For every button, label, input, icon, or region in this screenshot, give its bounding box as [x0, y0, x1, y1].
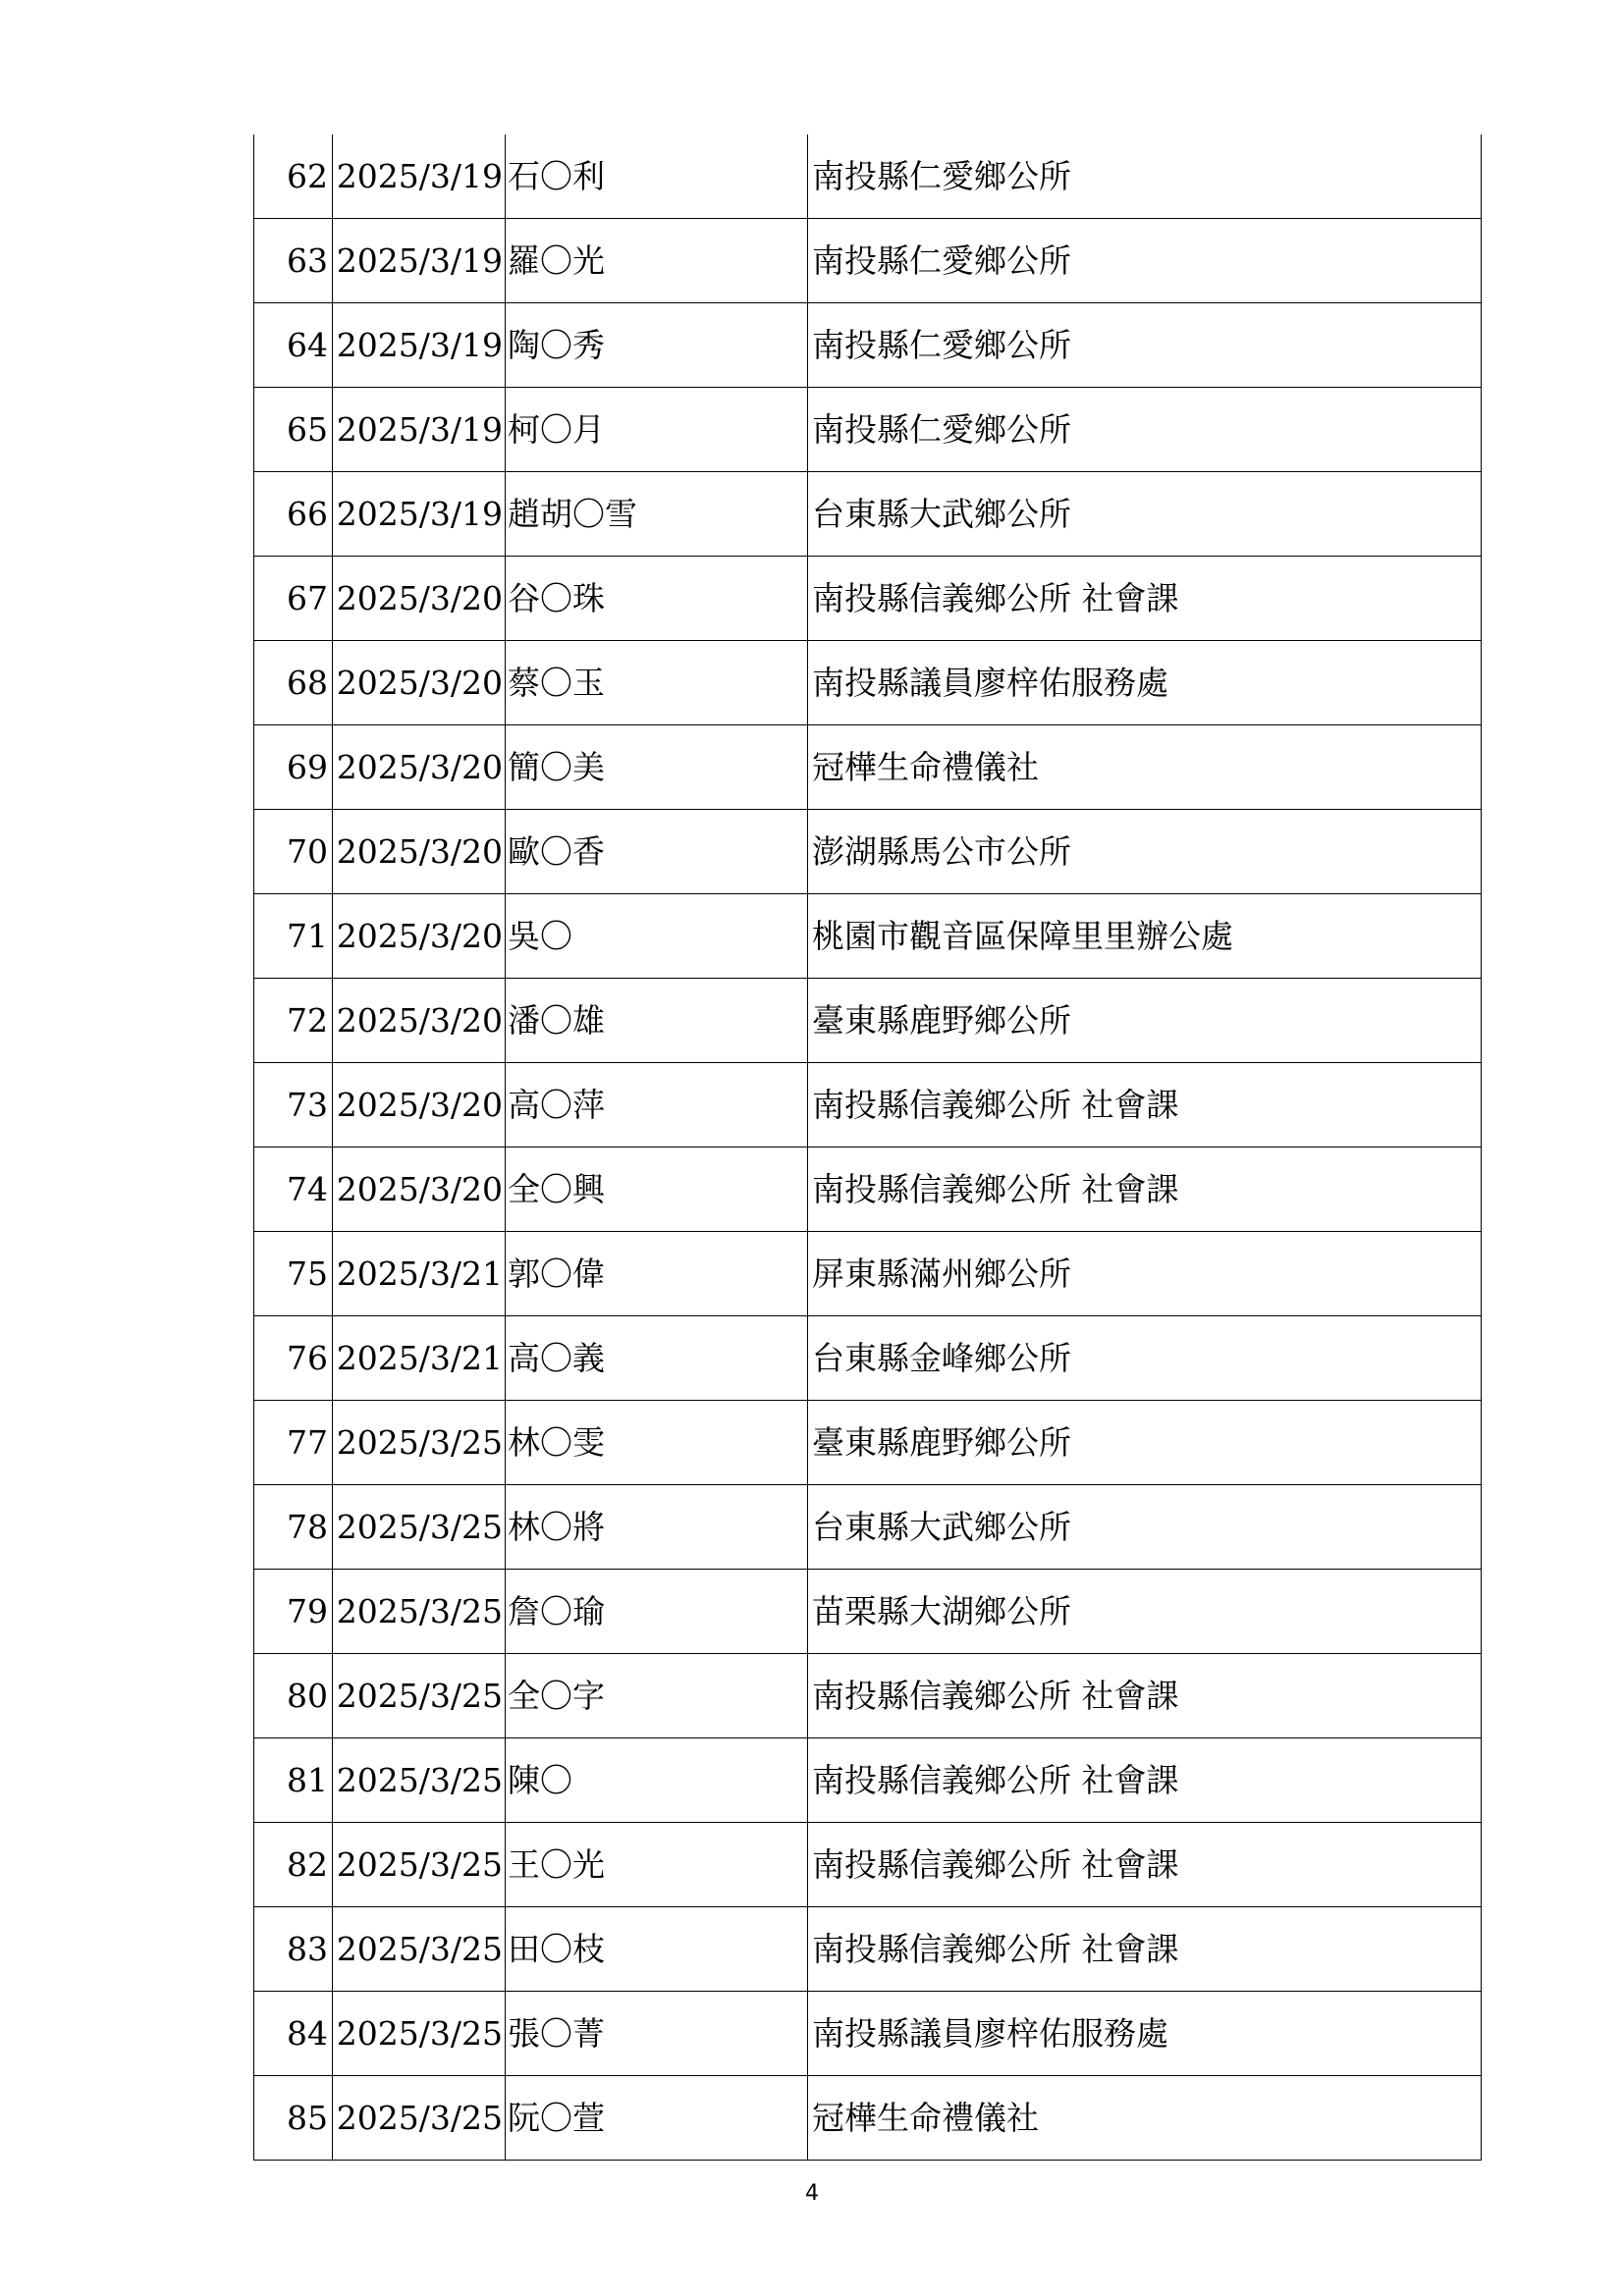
name-cell: 全〇興 — [506, 1148, 808, 1232]
date-cell: 2025/3/25 — [333, 1401, 506, 1485]
organization-cell: 南投縣信義鄉公所 社會課 — [808, 1148, 1482, 1232]
name-cell: 林〇將 — [506, 1485, 808, 1570]
organization-cell: 苗栗縣大湖鄉公所 — [808, 1570, 1482, 1654]
name-cell: 詹〇瑜 — [506, 1570, 808, 1654]
table-row — [254, 557, 1482, 641]
row-number-cell: 83 — [254, 1907, 333, 1992]
date-cell: 2025/3/25 — [333, 1907, 506, 1992]
date-cell: 2025/3/19 — [333, 219, 506, 303]
date-cell: 2025/3/25 — [333, 2076, 506, 2161]
date-cell: 2025/3/19 — [333, 134, 506, 219]
name-cell: 石〇利 — [506, 134, 808, 219]
date-cell: 2025/3/25 — [333, 1654, 506, 1738]
row-number-cell: 67 — [254, 557, 333, 641]
organization-cell: 南投縣信義鄉公所 社會課 — [808, 1907, 1482, 1992]
row-number-cell: 72 — [254, 979, 333, 1063]
row-number-cell: 70 — [254, 810, 333, 894]
table-row — [254, 1232, 1482, 1316]
table-row — [254, 1063, 1482, 1148]
date-cell: 2025/3/19 — [333, 303, 506, 388]
row-number-cell: 80 — [254, 1654, 333, 1738]
table-row — [254, 472, 1482, 557]
date-cell: 2025/3/20 — [333, 979, 506, 1063]
date-cell: 2025/3/25 — [333, 1992, 506, 2076]
date-cell: 2025/3/20 — [333, 641, 506, 725]
organization-cell: 南投縣仁愛鄉公所 — [808, 219, 1482, 303]
name-cell: 王〇光 — [506, 1823, 808, 1907]
date-cell: 2025/3/20 — [333, 810, 506, 894]
organization-cell: 屏東縣滿州鄉公所 — [808, 1232, 1482, 1316]
organization-cell: 南投縣信義鄉公所 社會課 — [808, 1063, 1482, 1148]
roster-table-body — [254, 134, 1482, 2161]
table-row — [254, 1907, 1482, 1992]
name-cell: 羅〇光 — [506, 219, 808, 303]
organization-cell: 臺東縣鹿野鄉公所 — [808, 1401, 1482, 1485]
date-cell: 2025/3/25 — [333, 1570, 506, 1654]
name-cell: 歐〇香 — [506, 810, 808, 894]
date-cell: 2025/3/20 — [333, 894, 506, 979]
table-row — [254, 1738, 1482, 1823]
date-cell: 2025/3/20 — [333, 725, 506, 810]
row-number-cell: 79 — [254, 1570, 333, 1654]
row-number-cell: 73 — [254, 1063, 333, 1148]
row-number-cell: 84 — [254, 1992, 333, 2076]
row-number-cell: 75 — [254, 1232, 333, 1316]
name-cell: 張〇菁 — [506, 1992, 808, 2076]
date-cell: 2025/3/20 — [333, 557, 506, 641]
name-cell: 吳〇 — [506, 894, 808, 979]
table-row — [254, 1654, 1482, 1738]
table-row — [254, 1148, 1482, 1232]
table-row — [254, 1401, 1482, 1485]
row-number-cell: 66 — [254, 472, 333, 557]
name-cell: 潘〇雄 — [506, 979, 808, 1063]
row-number-cell: 65 — [254, 388, 333, 472]
row-number-cell: 64 — [254, 303, 333, 388]
date-cell: 2025/3/20 — [333, 1148, 506, 1232]
name-cell: 高〇義 — [506, 1316, 808, 1401]
table-row — [254, 303, 1482, 388]
name-cell: 郭〇偉 — [506, 1232, 808, 1316]
name-cell: 簡〇美 — [506, 725, 808, 810]
row-number-cell: 62 — [254, 134, 333, 219]
table-row — [254, 810, 1482, 894]
organization-cell: 南投縣信義鄉公所 社會課 — [808, 1738, 1482, 1823]
organization-cell: 南投縣信義鄉公所 社會課 — [808, 1654, 1482, 1738]
row-number-cell: 69 — [254, 725, 333, 810]
table-row — [254, 1823, 1482, 1907]
row-number-cell: 63 — [254, 219, 333, 303]
row-number-cell: 74 — [254, 1148, 333, 1232]
table-row — [254, 1570, 1482, 1654]
table-row — [254, 1485, 1482, 1570]
organization-cell: 南投縣仁愛鄉公所 — [808, 303, 1482, 388]
row-number-cell: 68 — [254, 641, 333, 725]
table-row — [254, 1992, 1482, 2076]
organization-cell: 澎湖縣馬公市公所 — [808, 810, 1482, 894]
table-row — [254, 725, 1482, 810]
date-cell: 2025/3/21 — [333, 1316, 506, 1401]
table-row — [254, 134, 1482, 219]
name-cell: 阮〇萱 — [506, 2076, 808, 2161]
row-number-cell: 77 — [254, 1401, 333, 1485]
name-cell: 陶〇秀 — [506, 303, 808, 388]
name-cell: 林〇雯 — [506, 1401, 808, 1485]
organization-cell: 冠樺生命禮儀社 — [808, 2076, 1482, 2161]
organization-cell: 南投縣議員廖梓佑服務處 — [808, 1992, 1482, 2076]
organization-cell: 南投縣信義鄉公所 社會課 — [808, 557, 1482, 641]
page-number: 4 — [805, 2181, 819, 2206]
table-row — [254, 894, 1482, 979]
row-number-cell: 78 — [254, 1485, 333, 1570]
date-cell: 2025/3/19 — [333, 472, 506, 557]
roster-table — [253, 134, 1482, 2161]
table-row — [254, 2076, 1482, 2161]
table-row — [254, 979, 1482, 1063]
date-cell: 2025/3/25 — [333, 1738, 506, 1823]
organization-cell: 南投縣仁愛鄉公所 — [808, 134, 1482, 219]
organization-cell: 台東縣金峰鄉公所 — [808, 1316, 1482, 1401]
name-cell: 田〇枝 — [506, 1907, 808, 1992]
row-number-cell: 81 — [254, 1738, 333, 1823]
table-row — [254, 388, 1482, 472]
row-number-cell: 71 — [254, 894, 333, 979]
date-cell: 2025/3/21 — [333, 1232, 506, 1316]
date-cell: 2025/3/25 — [333, 1485, 506, 1570]
date-cell: 2025/3/20 — [333, 1063, 506, 1148]
row-number-cell: 76 — [254, 1316, 333, 1401]
date-cell: 2025/3/25 — [333, 1823, 506, 1907]
name-cell: 谷〇珠 — [506, 557, 808, 641]
organization-cell: 台東縣大武鄉公所 — [808, 1485, 1482, 1570]
name-cell: 蔡〇玉 — [506, 641, 808, 725]
table-row — [254, 219, 1482, 303]
organization-cell: 桃園市觀音區保障里里辦公處 — [808, 894, 1482, 979]
table-row — [254, 1316, 1482, 1401]
name-cell: 全〇字 — [506, 1654, 808, 1738]
organization-cell: 南投縣信義鄉公所 社會課 — [808, 1823, 1482, 1907]
table-row — [254, 641, 1482, 725]
row-number-cell: 85 — [254, 2076, 333, 2161]
organization-cell: 南投縣議員廖梓佑服務處 — [808, 641, 1482, 725]
organization-cell: 南投縣仁愛鄉公所 — [808, 388, 1482, 472]
name-cell: 柯〇月 — [506, 388, 808, 472]
name-cell: 趙胡〇雪 — [506, 472, 808, 557]
row-number-cell: 82 — [254, 1823, 333, 1907]
date-cell: 2025/3/19 — [333, 388, 506, 472]
organization-cell: 冠樺生命禮儀社 — [808, 725, 1482, 810]
organization-cell: 台東縣大武鄉公所 — [808, 472, 1482, 557]
name-cell: 陳〇 — [506, 1738, 808, 1823]
name-cell: 高〇萍 — [506, 1063, 808, 1148]
organization-cell: 臺東縣鹿野鄉公所 — [808, 979, 1482, 1063]
